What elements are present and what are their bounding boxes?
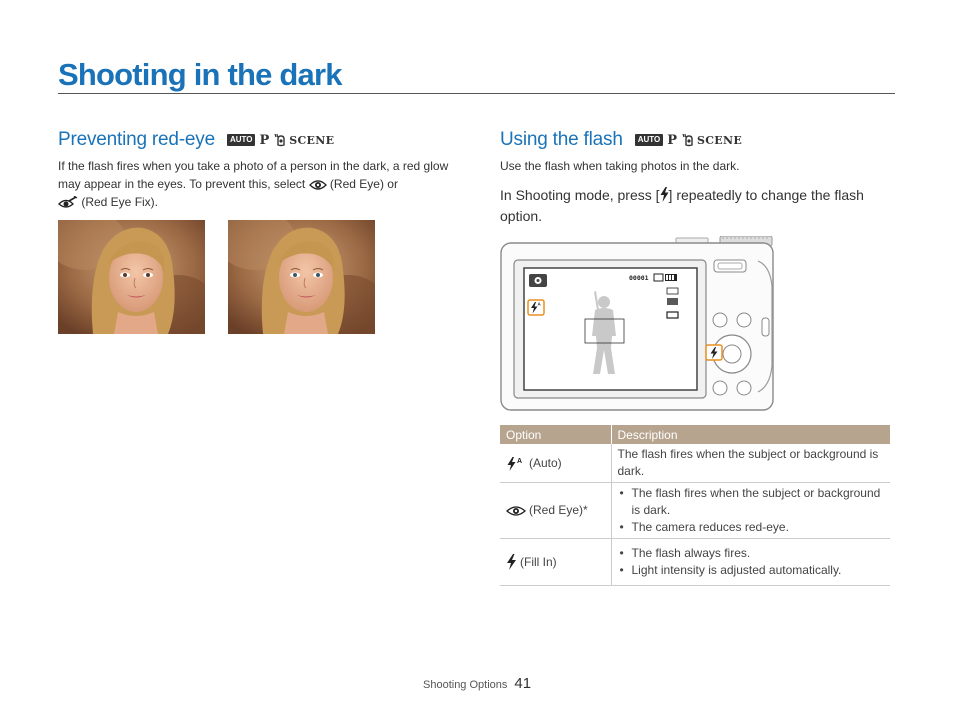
flash-options-table bbox=[500, 425, 890, 586]
option-cell bbox=[500, 444, 611, 483]
description-cell bbox=[611, 483, 890, 539]
scene-mode-icon: SCENE bbox=[289, 133, 335, 147]
program-mode-icon: P bbox=[259, 132, 270, 148]
auto-mode-icon: AUTO bbox=[227, 134, 256, 146]
red-eye-icon bbox=[309, 179, 327, 191]
desc-text-3: (Red Eye Fix). bbox=[78, 195, 159, 209]
red-eye-description bbox=[58, 157, 450, 211]
desc-text-2: (Red Eye) or bbox=[326, 177, 398, 191]
bullet-item: • The flash fires when the subject or background is dark. bbox=[618, 485, 885, 519]
bullet-item: • The flash always fires. bbox=[618, 545, 885, 562]
red-eye-header bbox=[58, 126, 450, 154]
dual-is-icon bbox=[273, 133, 285, 147]
option-label: (Red Eye)* bbox=[529, 503, 588, 517]
auto-mode-icon: AUTO bbox=[635, 134, 664, 146]
flash-description: Use the flash when taking photos in the dark. bbox=[500, 159, 740, 173]
flash-instruction bbox=[500, 185, 890, 227]
red-eye-icon bbox=[506, 505, 526, 517]
description-cell bbox=[611, 539, 890, 586]
bullet-item: • The camera reduces red-eye. bbox=[618, 519, 885, 536]
flash-icon bbox=[660, 187, 669, 202]
table-header-row bbox=[500, 425, 890, 444]
dual-is-icon bbox=[681, 133, 693, 147]
mode-icons bbox=[227, 133, 334, 148]
description-cell: The flash fires when the subject or background is dark. bbox=[611, 444, 890, 483]
program-mode-icon: P bbox=[667, 132, 677, 148]
option-label: (Fill In) bbox=[520, 554, 557, 569]
flash-fill-icon bbox=[506, 554, 517, 570]
flash-section bbox=[500, 126, 890, 586]
red-eye-fix-icon bbox=[58, 196, 78, 210]
header-description: Description bbox=[611, 425, 890, 444]
portrait-photo-after bbox=[228, 220, 375, 334]
svg-text:A: A bbox=[537, 301, 541, 307]
red-eye-heading: Preventing red-eye bbox=[58, 129, 215, 150]
header-option: Option bbox=[500, 425, 611, 444]
table-row bbox=[500, 444, 890, 483]
flash-auto-icon bbox=[506, 456, 526, 471]
page-footer bbox=[423, 675, 531, 692]
flash-header bbox=[500, 126, 890, 154]
option-cell bbox=[500, 483, 611, 539]
option-cell bbox=[500, 539, 611, 586]
page-title: Shooting in the dark bbox=[58, 58, 895, 94]
portrait-photo-before bbox=[58, 220, 205, 334]
red-eye-section bbox=[58, 126, 450, 334]
table-row bbox=[500, 539, 890, 586]
bullet-item: • Light intensity is adjusted automatically. bbox=[618, 562, 885, 579]
scene-mode-icon: SCENE bbox=[697, 133, 743, 147]
svg-text:A: A bbox=[517, 457, 523, 465]
shot-counter: 00001 bbox=[629, 274, 649, 282]
option-label: (Auto) bbox=[529, 455, 562, 470]
desc-text-1: If the flash fires when you take a photo of a person in the dark, a red glow may appear in the eyes. To prevent this, select bbox=[58, 159, 449, 191]
flash-heading: Using the flash bbox=[500, 129, 623, 150]
page-number: 41 bbox=[514, 675, 532, 692]
camera-illustration bbox=[500, 236, 776, 412]
example-photos bbox=[58, 220, 450, 334]
instr-text-2: ] repeatedly to change the flash option. bbox=[500, 187, 864, 224]
instr-text-1: In Shooting mode, press [ bbox=[500, 187, 660, 203]
table-row bbox=[500, 483, 890, 539]
mode-icons bbox=[635, 133, 742, 148]
footer-section: Shooting Options bbox=[423, 679, 508, 691]
